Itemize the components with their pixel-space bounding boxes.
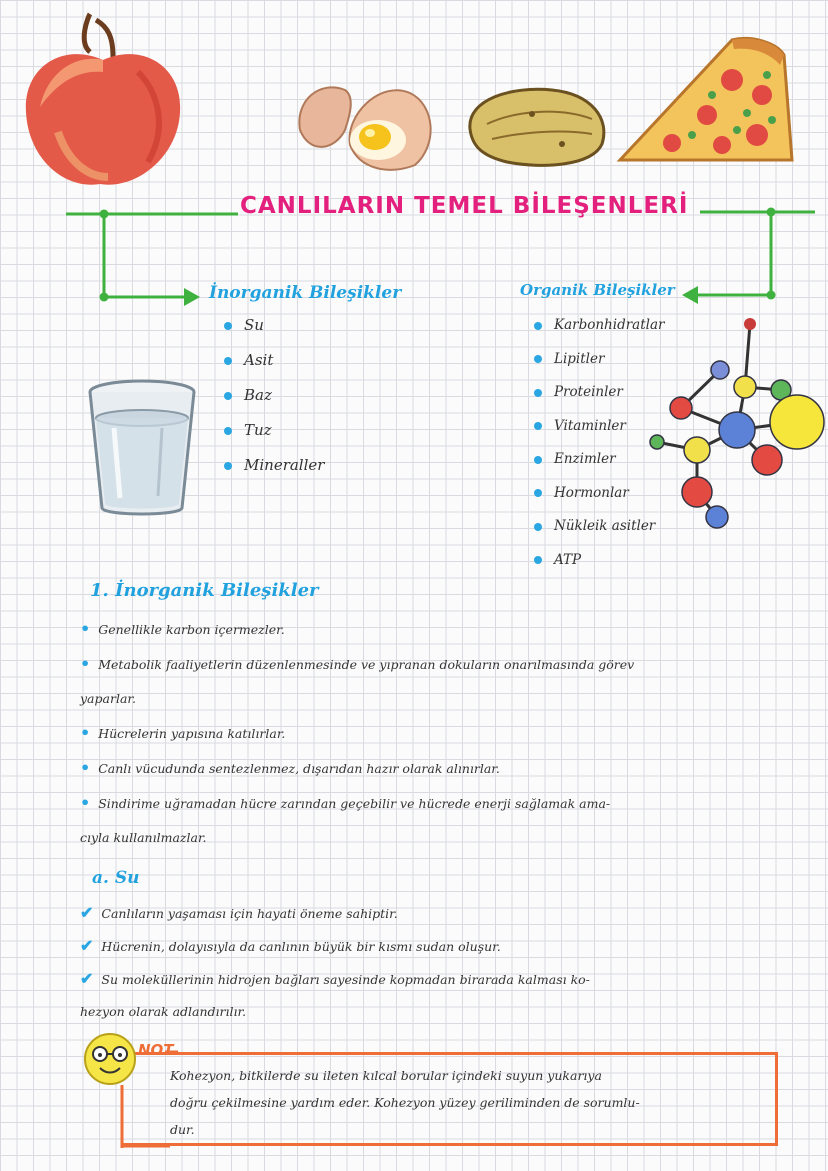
list-item: Vitaminler: [534, 410, 664, 444]
bullet-item: • Canlı vücudunda sentezlenmez, dışarıdan hazır olarak alınırlar.: [80, 758, 500, 777]
list-item: Proteinler: [534, 376, 664, 410]
bullet-item: • Sindirime uğramadan hücre zarından geçebilir ve hücrede enerji sağlamak ama- cıyla kullanılmazlar.: [80, 793, 611, 845]
organic-heading: Organik Bileşikler: [520, 281, 675, 299]
list-item: Baz: [224, 378, 324, 413]
title-connector-lines: [0, 0, 828, 320]
list-item: Lipitler: [534, 343, 664, 377]
bullet-item: • Metabolik faaliyetlerin düzenlenmesinde ve yıpranan dokuların onarılmasında görev yaparlar.: [80, 654, 635, 706]
list-item: Asit: [224, 343, 324, 378]
list-item: Mineraller: [224, 448, 324, 483]
inorganic-heading: İnorganik Bileşikler: [209, 283, 402, 303]
inorganic-list: [224, 308, 324, 483]
water-glass-illustration: [86, 378, 198, 520]
list-item: Su: [224, 308, 324, 343]
list-item: Enzimler: [534, 443, 664, 477]
list-item: Nükleik asitler: [534, 510, 664, 544]
bullet-dot: •: [80, 654, 91, 673]
check-item: ✔ Hücrenin, dolayısıyla da canlının büyük bir kısmı sudan oluşur.: [80, 936, 501, 955]
checkmark-icon: ✔: [80, 903, 94, 922]
bullet-dot: •: [80, 793, 91, 812]
page-title: CANLILARIN TEMEL BİLEŞENLERİ: [240, 193, 689, 219]
list-item: Tuz: [224, 413, 324, 448]
section-a-heading: a. Su: [92, 868, 140, 888]
check-item: ✔ Canlıların yaşaması için hayati öneme sahiptir.: [80, 903, 398, 922]
note-text: Kohezyon, bitkilerde su ileten kılcal borular içindeki suyun yukarıya doğru çekilmesine yardım eder. Kohezyon yüzey geriliminden de sorumlu- dur.: [170, 1068, 640, 1137]
checkmark-icon: ✔: [80, 936, 94, 955]
bullet-item: • Hücrelerin yapısına katılırlar.: [80, 723, 286, 742]
list-item: Karbonhidratlar: [534, 309, 664, 343]
bullet-dot: •: [80, 758, 91, 777]
bullet-item: • Genellikle karbon içermezler.: [80, 619, 285, 638]
list-item: Hormonlar: [534, 477, 664, 511]
section1-heading: 1. İnorganik Bileşikler: [90, 580, 319, 601]
smiley-glasses-icon: [82, 1030, 138, 1086]
note-label: NOT: [138, 1041, 174, 1059]
list-item: ATP: [534, 544, 664, 578]
check-item: ✔ Su moleküllerinin hidrojen bağları sayesinde kopmadan birarada kalması ko- hezyon olarak adlandırılır.: [80, 969, 590, 1019]
section1-body: [80, 612, 750, 855]
section-a-body: [80, 897, 750, 1028]
bullet-dot: •: [80, 619, 91, 638]
checkmark-icon: ✔: [80, 969, 94, 988]
bullet-dot: •: [80, 723, 91, 742]
molecule-illustration: [645, 312, 828, 532]
